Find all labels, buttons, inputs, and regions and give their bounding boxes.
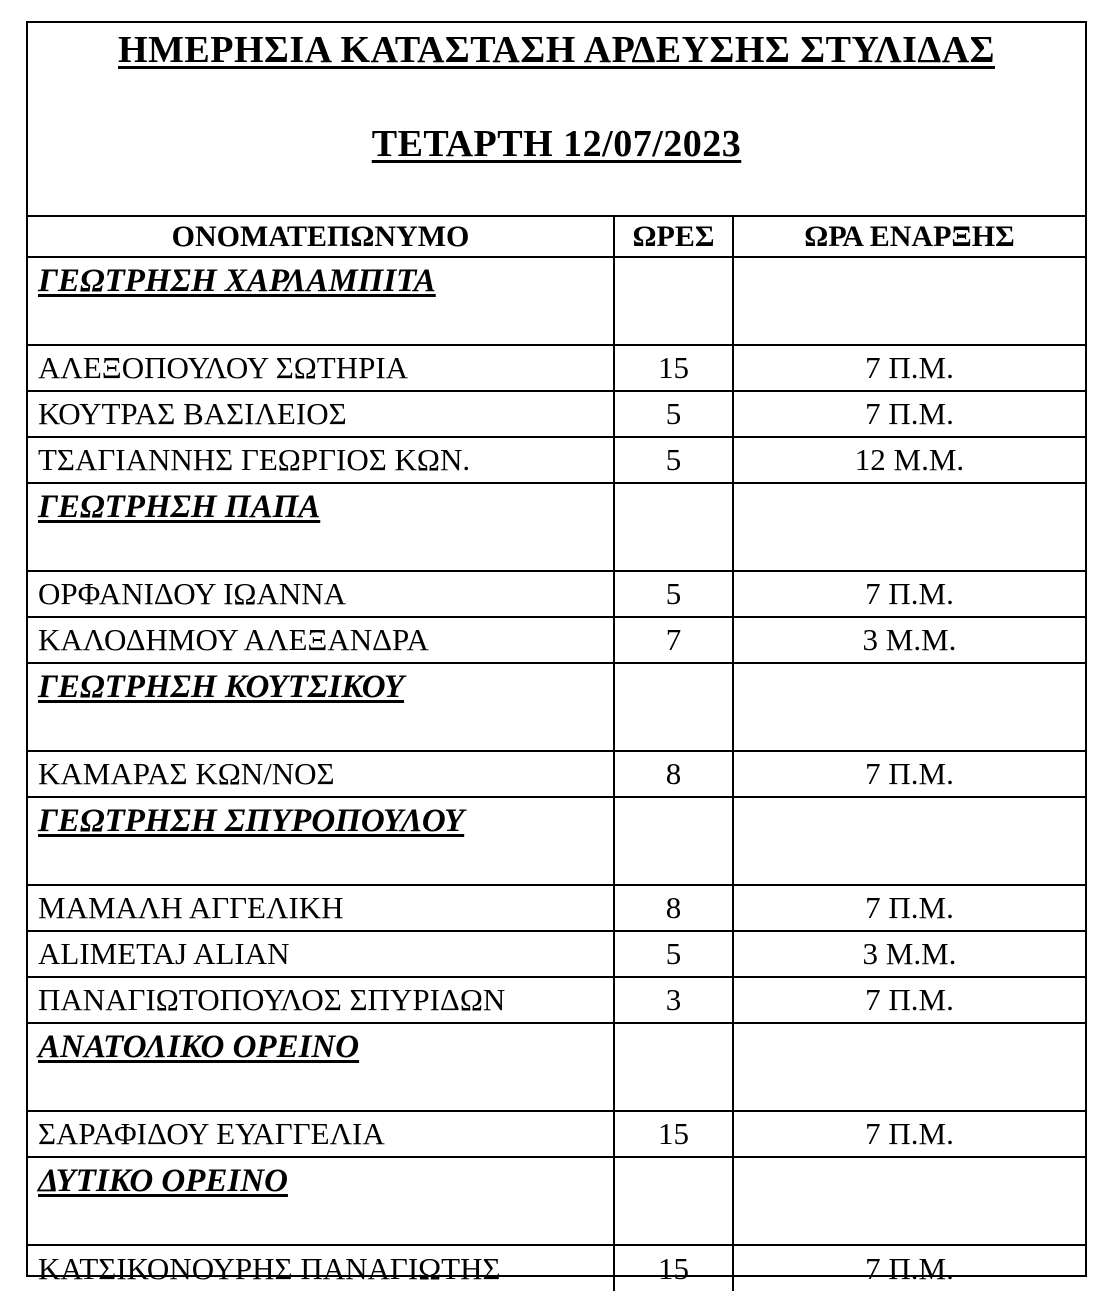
person-name: ΚΑΤΣΙΚΟΝΟΥΡΗΣ ΠΑΝΑΓΙΩΤΗΣ — [28, 1245, 614, 1291]
empty-cell — [614, 1157, 733, 1245]
table-row — [28, 437, 1085, 483]
start-time-value: 7 Π.Μ. — [865, 1250, 954, 1286]
section-title: ΑΝΑΤΟΛΙΚΟ ΟΡΕΙΝΟ — [38, 1029, 360, 1065]
empty-cell — [614, 483, 733, 571]
empty-cell — [614, 1023, 733, 1111]
table-body — [28, 257, 1085, 1291]
section-row — [28, 663, 1085, 751]
table-row — [28, 885, 1085, 931]
table-row — [28, 345, 1085, 391]
section-row — [28, 257, 1085, 345]
section-title-cell — [28, 797, 614, 885]
irrigation-report-sheet — [26, 21, 1087, 1286]
person-name: ΑΛΕΞΟΠΟΥΛΟΥ ΣΩΤΗΡΙΑ — [28, 345, 614, 391]
title-block — [28, 23, 1085, 217]
hours-value: 5 — [614, 391, 733, 437]
table-row — [28, 1111, 1085, 1157]
person-name: ΚΑΛΟΔΗΜΟΥ ΑΛΕΞΑΝΔΡΑ — [28, 617, 614, 663]
section-title: ΓΕΩΤΡΗΣΗ ΠΑΠΑ — [38, 489, 321, 525]
person-name: ΤΣΑΓΙΑΝΝΗΣ ΓΕΩΡΓΙΟΣ ΚΩΝ. — [28, 437, 614, 483]
irrigation-table — [28, 217, 1085, 1291]
section-title-cell — [28, 257, 614, 345]
section-title-cell — [28, 1157, 614, 1245]
table-row — [28, 931, 1085, 977]
column-header-hours: ΩΡΕΣ — [614, 217, 733, 257]
start-time-value: 7 Π.Μ. — [733, 751, 1085, 797]
empty-cell — [614, 797, 733, 885]
person-name: ΚΟΥΤΡΑΣ ΒΑΣΙΛΕΙΟΣ — [28, 391, 614, 437]
table-row — [28, 977, 1085, 1023]
person-name: ALIMETAJ ALIAN — [28, 931, 614, 977]
empty-cell — [733, 663, 1085, 751]
hours-value: 8 — [614, 751, 733, 797]
section-title-cell — [28, 663, 614, 751]
hours-value: 5 — [614, 437, 733, 483]
hours-value: 15 — [614, 1111, 733, 1157]
start-time-value: 7 Π.Μ. — [733, 345, 1085, 391]
column-header-name: ΟΝΟΜΑΤΕΠΩΝΥΜΟ — [28, 217, 614, 257]
section-title: ΓΕΩΤΡΗΣΗ ΣΠΥΡΟΠΟΥΛΟΥ — [38, 803, 465, 839]
section-title: ΓΕΩΤΡΗΣΗ ΧΑΡΛΑΜΠΙΤΑ — [38, 263, 436, 299]
start-time-value: 12 Μ.Μ. — [733, 437, 1085, 483]
hours-value: 8 — [614, 885, 733, 931]
table-row — [28, 617, 1085, 663]
empty-cell — [614, 257, 733, 345]
section-row — [28, 1157, 1085, 1245]
empty-cell — [733, 1157, 1085, 1245]
section-row — [28, 1023, 1085, 1111]
section-title: ΓΕΩΤΡΗΣΗ ΚΟΥΤΣΙΚΟΥ — [38, 669, 405, 705]
hours-value: 5 — [614, 571, 733, 617]
start-time-value: 7 Π.Μ. — [733, 977, 1085, 1023]
document-date: ΤΕΤΑΡΤΗ 12/07/2023 — [371, 123, 742, 165]
empty-cell — [733, 257, 1085, 345]
hours-value: 7 — [614, 617, 733, 663]
person-name: ΟΡΦΑΝΙΔΟΥ ΙΩΑΝΝΑ — [28, 571, 614, 617]
table-row — [28, 1245, 1085, 1291]
table-row — [28, 391, 1085, 437]
table-row — [28, 751, 1085, 797]
person-name: ΠΑΝΑΓΙΩΤΟΠΟΥΛΟΣ ΣΠΥΡΙΔΩΝ — [28, 977, 614, 1023]
table-header-row — [28, 217, 1085, 257]
empty-cell — [733, 483, 1085, 571]
document-title: ΗΜΕΡΗΣΙΑ ΚΑΤΑΣΤΑΣΗ ΑΡΔΕΥΣΗΣ ΣΤΥΛΙΔΑΣ — [118, 29, 995, 71]
start-time-value: 3 Μ.Μ. — [733, 617, 1085, 663]
section-row — [28, 483, 1085, 571]
start-time-value: 7 Π.Μ. — [733, 1111, 1085, 1157]
person-name: ΣΑΡΑΦΙΔΟΥ ΕΥΑΓΓΕΛΙΑ — [28, 1111, 614, 1157]
section-title-cell — [28, 1023, 614, 1111]
section-title-cell — [28, 483, 614, 571]
hours-value: 15 — [614, 1245, 733, 1291]
hours-value: 3 — [614, 977, 733, 1023]
start-time-value: 3 Μ.Μ. — [733, 931, 1085, 977]
start-time-value: 7 Π.Μ. — [733, 391, 1085, 437]
section-title: ΔΥΤΙΚΟ ΟΡΕΙΝΟ — [38, 1163, 288, 1199]
hours-value: 5 — [614, 931, 733, 977]
start-time-value: 7 Π.Μ. — [733, 571, 1085, 617]
start-time-value: 7 Π.Μ. — [733, 885, 1085, 931]
table-row — [28, 571, 1085, 617]
section-row — [28, 797, 1085, 885]
person-name: ΚΑΜΑΡΑΣ ΚΩΝ/ΝΟΣ — [28, 751, 614, 797]
column-header-start-time: ΩΡΑ ΕΝΑΡΞΗΣ — [733, 217, 1085, 257]
empty-cell — [614, 663, 733, 751]
person-name: ΜΑΜΑΛΗ ΑΓΓΕΛΙΚΗ — [28, 885, 614, 931]
empty-cell — [733, 1023, 1085, 1111]
hours-value: 15 — [614, 345, 733, 391]
empty-cell — [733, 797, 1085, 885]
